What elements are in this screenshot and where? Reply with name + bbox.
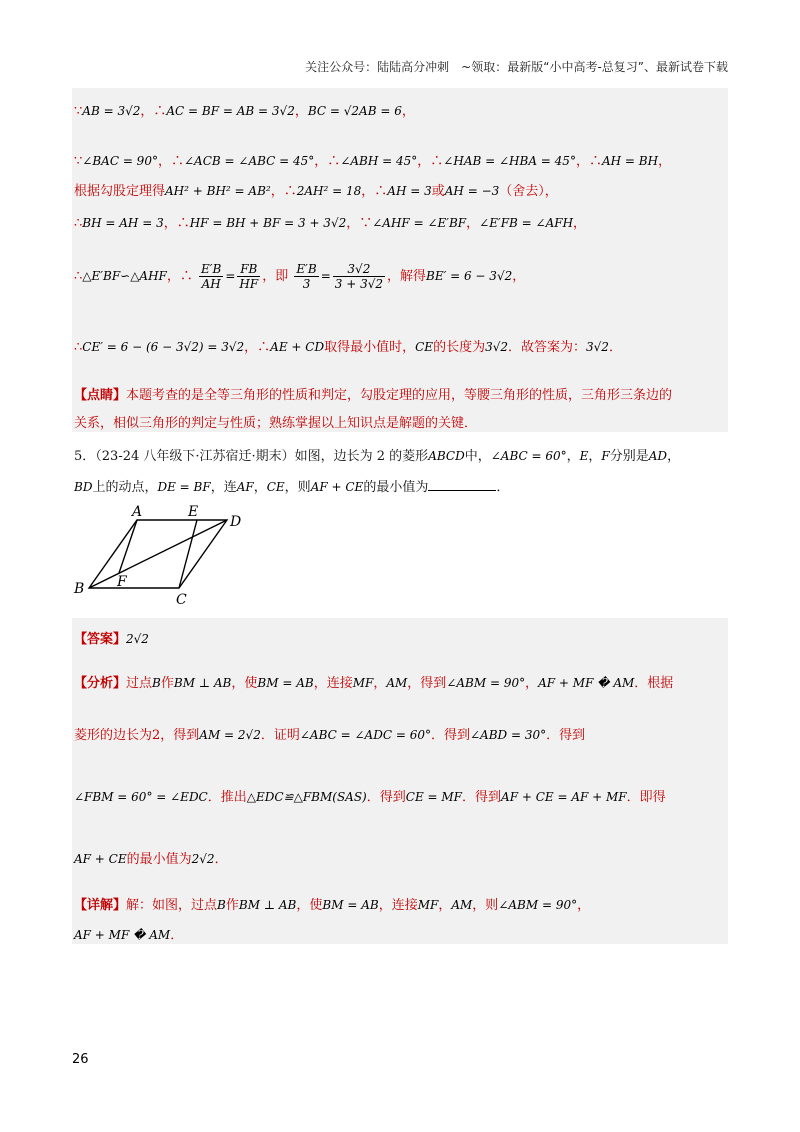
- label-f: F: [117, 574, 127, 590]
- solution-line-4: ∴BH = AH = 3，∴HF = BH + BF = 3 + 3√2，∵∠AHF = ∠E′BF，∠E′FB = ∠AFH，: [74, 216, 587, 231]
- label-c: C: [176, 592, 187, 608]
- detail-line-2: AF + MF � AM．: [74, 928, 184, 943]
- fraction-1: $\frac{E'B}{AH}$: [201, 262, 222, 291]
- remark-line-2: 关系，相似三角形的判定与性质；熟练掌握以上知识点是解题的关键．: [74, 416, 478, 431]
- solution-line-3: 根据勾股定理得AH² + BH² = AB²，∴2AH² = 18，∴AH = 3或AH = −3（舍去），: [74, 184, 558, 199]
- answer-blank: [428, 478, 496, 491]
- remark-line-1: 【点睛】本题考查的是全等三角形的性质和判定，勾股定理的应用，等腰三角形的性质，三角形三条边的: [74, 388, 673, 403]
- detail-line-1: 【详解】解：如图，过点B作BM ⊥ AB，使BM = AB，连接MF，AM，则∠ABM = 90°，: [74, 898, 591, 913]
- page-header: 关注公众号：陆陆高分冲刺 ~领取：最新版“小中高考-总复习”、最新试卷下载: [305, 60, 728, 74]
- solution-line-1: ∵AB = 3√2，∴AC = BF = AB = 3√2，BC = √2AB = 6，: [74, 104, 415, 119]
- solution-line-6: ∴CE′ = 6 − (6 − 3√2) = 3√2，∴AE + CD取得最小值时，CE的长度为3√2．故答案为：3√2．: [74, 340, 622, 355]
- rhombus-figure: [72, 500, 262, 610]
- diagonal-bd: [89, 520, 227, 588]
- solution-shaded-box: [72, 88, 728, 432]
- solution-line-2: ∵∠BAC = 90°，∴∠ACB = ∠ABC = 45°，∴∠ABH = 45°，∴∠HAB = ∠HBA = 45°，∴AH = BH，: [74, 154, 672, 169]
- label-b: B: [74, 581, 85, 597]
- analysis-line-1: 【分析】过点B作BM ⊥ AB，使BM = AB，连接MF，AM，得到∠ABM = 90°，AF + MF � AM．根据: [74, 676, 674, 691]
- analysis-line-2: 菱形的边长为2，得到AM = 2√2．证明∠ABC = ∠ADC = 60°．得到∠ABD = 30°．得到: [74, 728, 586, 743]
- label-e: E: [188, 504, 199, 520]
- label-d: D: [230, 514, 242, 530]
- analysis-line-3: ∠FBM = 60° = ∠EDC．推出△EDC≌△FBM(SAS)．得到CE = MF．得到AF + CE = AF + MF．即得: [74, 790, 666, 805]
- segment-ce: [179, 520, 197, 588]
- analysis-line-4: AF + CE的最小值为2√2．: [74, 852, 228, 867]
- problem-line-1: 5．（23-24 八年级下·江苏宿迁·期末）如图，边长为 2 的菱形ABCD中，∠ABC = 60°，E，F分别是AD，: [74, 449, 681, 464]
- answer-line: 【答案】2√2: [74, 632, 149, 647]
- fraction-3: $\frac{E'B}{3}$: [296, 262, 317, 291]
- page-number: 26: [72, 1052, 89, 1067]
- problem-line-2: BD上的动点，DE = BF，连AF，CE，则AF + CE的最小值为 ．: [74, 480, 510, 495]
- solution-line-5: ∴△E′BF∽△AHF，∴ $\frac{E'B}{AH}$ = $\frac{FB}{HF}$ ，即 $\frac{E'B}{3}$ = $\frac{3√2}{3 + 3√2}$ ，解得BE′ = 6 − 3√2，: [74, 262, 526, 291]
- fraction-2: $\frac{FB}{HF}$: [239, 262, 259, 291]
- fraction-4: $\frac{3√2}{3 + 3√2}$: [334, 262, 383, 291]
- label-a: A: [132, 504, 143, 520]
